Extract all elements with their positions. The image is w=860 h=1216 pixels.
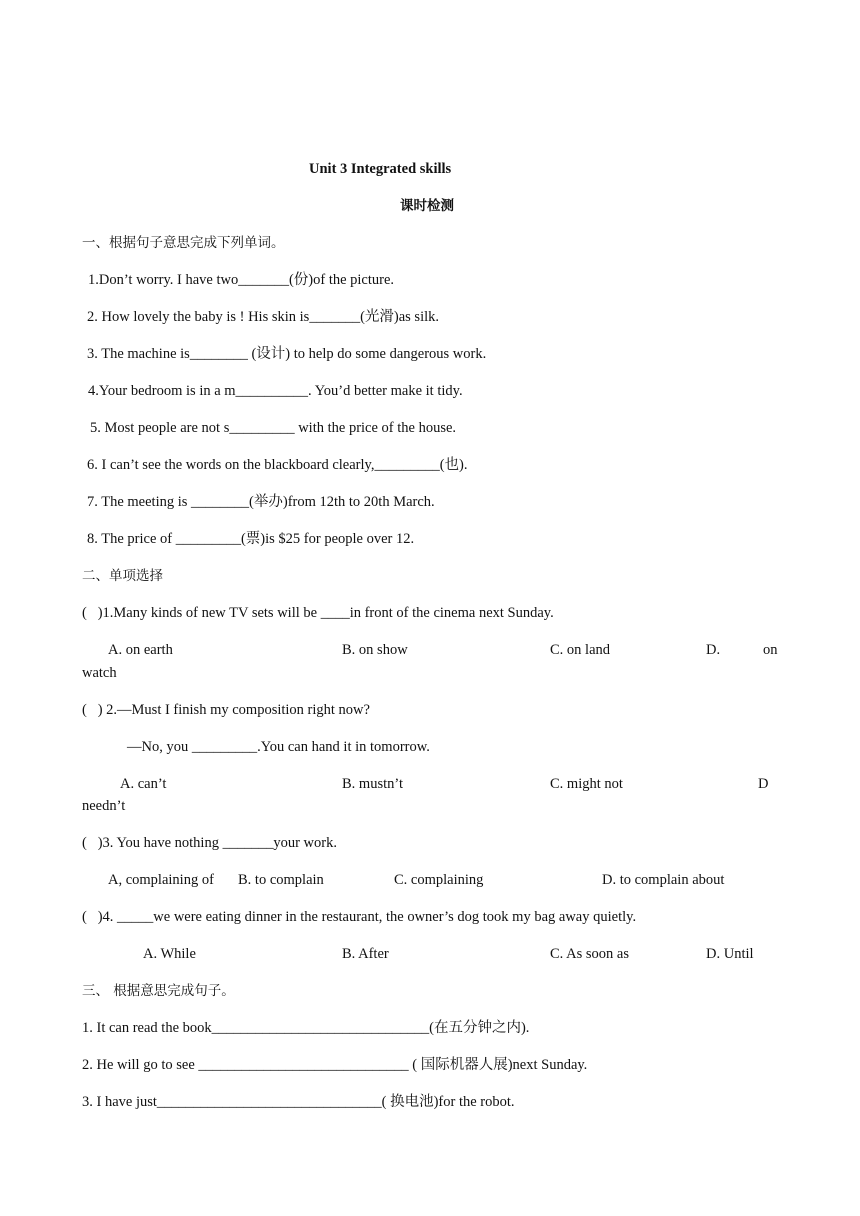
mc-q3-option-d: D. to complain about bbox=[602, 872, 725, 888]
fill-item-7: 7. The meeting is ________(举办)from 12th to 20th March. bbox=[87, 494, 435, 510]
mc-q2-option-c: C. might not bbox=[550, 776, 623, 792]
mc-q2-option-a: A. can’t bbox=[120, 776, 167, 792]
section1-heading: 一、根据句子意思完成下列单词。 bbox=[82, 235, 285, 251]
section2-heading: 二、单项选择 bbox=[82, 568, 163, 584]
fill-item-8: 8. The price of _________(票)is $25 for people over 12. bbox=[87, 531, 415, 547]
mc-q2-reply: —No, you _________.You can hand it in tomorrow. bbox=[127, 739, 430, 755]
mc-q4-stem: ( )4. _____we were eating dinner in the restaurant, the owner’s dog took my bag away quietly. bbox=[82, 909, 637, 925]
mc-q1-stem: ( )1.Many kinds of new TV sets will be ____in front of the cinema next Sunday. bbox=[82, 605, 554, 621]
mc-q2-option-d-cont: needn’t bbox=[82, 798, 126, 814]
fill-item-4: 4.Your bedroom is in a m__________. You’d better make it tidy. bbox=[88, 383, 463, 399]
fill-item-5: 5. Most people are not s_________ with the price of the house. bbox=[90, 420, 457, 436]
mc-q1-option-d-letter: D. bbox=[706, 642, 721, 658]
mc-q1-option-d-word: on bbox=[763, 642, 778, 658]
section3-heading: 三、 根据意思完成句子。 bbox=[82, 983, 235, 999]
mc-q3-option-a: A, complaining of bbox=[108, 872, 214, 888]
mc-q1-option-d-cont: watch bbox=[82, 665, 117, 681]
mc-q2-option-b: B. mustn’t bbox=[342, 776, 403, 792]
mc-q2-stem: ( ) 2.—Must I finish my composition right now? bbox=[82, 702, 370, 718]
mc-q4-option-d: D. Until bbox=[706, 946, 754, 962]
mc-q4-option-c: C. As soon as bbox=[550, 946, 629, 962]
page-subtitle: 课时检测 bbox=[400, 198, 454, 214]
mc-q3-option-b: B. to complain bbox=[238, 872, 324, 888]
mc-q4-option-b: B. After bbox=[342, 946, 389, 962]
mc-q4-option-a: A. While bbox=[143, 946, 196, 962]
mc-q3-option-c: C. complaining bbox=[394, 872, 484, 888]
mc-q1-option-c: C. on land bbox=[550, 642, 611, 658]
mc-q1-option-a: A. on earth bbox=[108, 642, 173, 658]
mc-q1-option-b: B. on show bbox=[342, 642, 408, 658]
mc-q3-stem: ( )3. You have nothing _______your work. bbox=[82, 835, 337, 851]
translate-item-2: 2. He will go to see _____________________________ ( 国际机器人展)next Sunday. bbox=[82, 1057, 588, 1073]
fill-item-3: 3. The machine is________ (设计) to help do some dangerous work. bbox=[87, 346, 487, 362]
mc-q2-option-d-letter: D bbox=[758, 776, 769, 792]
translate-item-1: 1. It can read the book______________________________(在五分钟之内). bbox=[82, 1020, 530, 1036]
translate-item-3: 3. I have just_______________________________( 换电池)for the robot. bbox=[82, 1094, 515, 1110]
page-title: Unit 3 Integrated skills bbox=[309, 161, 452, 177]
fill-item-2: 2. How lovely the baby is ! His skin is_______(光滑)as silk. bbox=[87, 309, 440, 325]
fill-item-6: 6. I can’t see the words on the blackboard clearly,_________(也). bbox=[87, 457, 468, 473]
fill-item-1: 1.Don’t worry. I have two_______(份)of the picture. bbox=[88, 272, 395, 288]
